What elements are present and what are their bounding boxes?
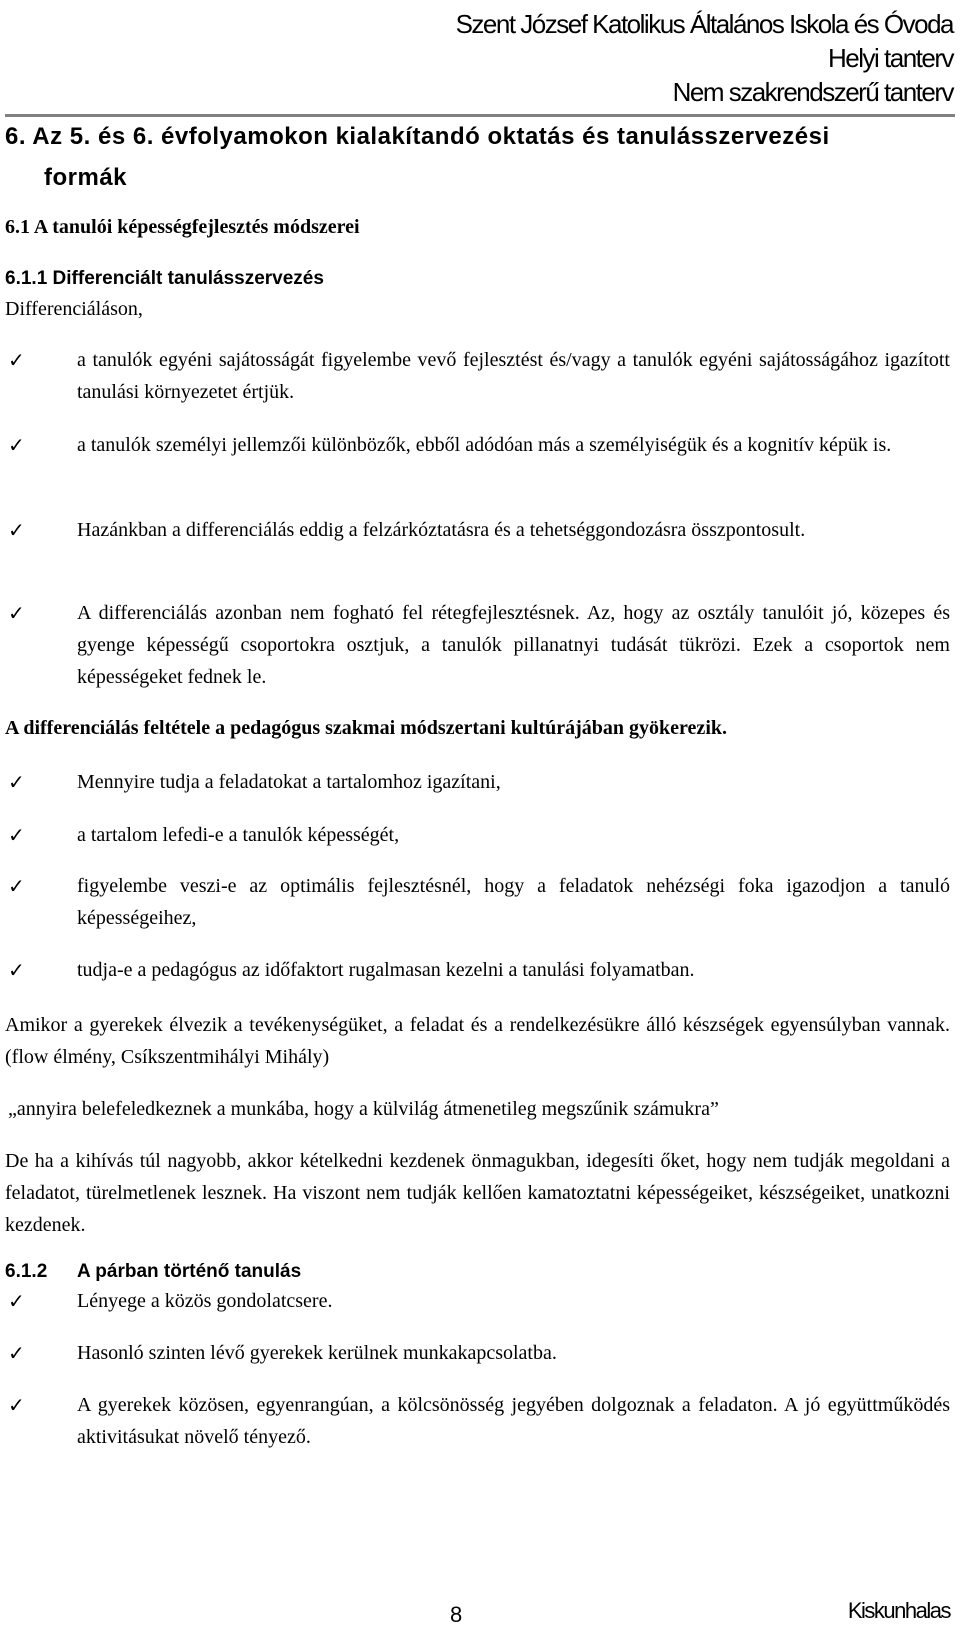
checkmark-icon: ✓ <box>8 958 25 982</box>
checkmark-icon: ✓ <box>8 433 25 457</box>
list-item <box>4 1389 950 1453</box>
list-item-text: Lényege a közös gondolatcsere. <box>77 1290 333 1312</box>
checkmark-icon: ✓ <box>8 518 25 542</box>
list-item <box>4 514 950 546</box>
checkmark-icon: ✓ <box>8 1393 25 1417</box>
list-item-text: a tanulók egyéni sajátosságát figyelembe vevő fejlesztést és/vagy a tanulók egyéni sajátosságához igazított tanulási környezetet értjük. <box>77 349 950 403</box>
page-number: 8 <box>450 1602 463 1627</box>
list-item-text: Mennyire tudja a feladatokat a tartalomhoz igazítani, <box>77 771 501 793</box>
intro-text: Differenciáláson, <box>5 298 143 320</box>
section-6-1-2-title: A párban történő tanulás <box>77 1261 302 1282</box>
list-item <box>4 819 950 851</box>
quote: „annyira belefeledkeznek a munkába, hogy a külvilág átmenetileg megszűnik számukra” <box>8 1098 719 1120</box>
checkmark-icon: ✓ <box>8 348 25 372</box>
list-item <box>4 597 950 693</box>
list-item <box>4 1285 950 1317</box>
bold-statement: A differenciálás feltétele a pedagógus szakmai módszertani kultúrájában gyökerezik. <box>5 717 727 739</box>
challenge-paragraph: De ha a kihívás túl nagyobb, akkor kételkedni kezdenek önmagukban, idegesíti őket, hogy nem tudják megoldani a feladatot, türelmetlenek lesznek. Ha viszont nem tudják kellően kamatoztatni képességeiket, készségeiket, unatkozni kezdenek. <box>5 1150 950 1236</box>
checkmark-icon: ✓ <box>8 770 25 794</box>
list-item-text: Hasonló szinten lévő gyerekek kerülnek munkakapcsolatba. <box>77 1342 557 1364</box>
section-6-1-2-number: 6.1.2 <box>5 1261 48 1282</box>
checkmark-icon: ✓ <box>8 823 25 847</box>
section-6-1-1-heading: 6.1.1 Differenciált tanulásszervezés <box>5 268 324 289</box>
header-document-subtitle: Nem szakrendszerű tanterv <box>672 77 953 107</box>
list-item <box>4 954 950 986</box>
checkmark-icon: ✓ <box>8 1289 25 1313</box>
checkmark-icon: ✓ <box>8 1341 25 1365</box>
header-school-name: Szent József Katolikus Általános Iskola és Óvoda <box>455 9 953 39</box>
list-item-text: tudja-e a pedagógus az időfaktort rugalmasan kezelni a tanulási folyamatban. <box>77 959 695 981</box>
list-item-text: A gyerekek közösen, egyenrangúan, a kölcsönösség jegyében dolgoznak a feladaton. A jó együttműködés aktivitásukat növelő tényező. <box>77 1394 950 1448</box>
list-item-text: a tartalom lefedi-e a tanulók képességét, <box>77 824 400 846</box>
checkmark-icon: ✓ <box>8 601 25 625</box>
flow-paragraph: Amikor a gyerekek élvezik a tevékenységüket, a feladat és a rendelkezésükre álló készségek egyensúlyban vannak. (flow élmény, Csíkszentmihályi Mihály) <box>5 1014 950 1068</box>
section-6-heading-line1: 6. Az 5. és 6. évfolyamokon kialakítandó oktatás és tanulásszervezési <box>5 123 830 150</box>
checkmark-icon: ✓ <box>8 874 25 898</box>
list-item <box>4 870 950 934</box>
list-item-text: A differenciálás azonban nem fogható fel rétegfejlesztésnek. Az, hogy az osztály tanulóit jó, közepes és gyenge képességű csoportokra osztjuk, a tanulók pillanatnyi tudását tükrözi. Ezek a csoportok nem képességeket fednek le. <box>77 602 950 688</box>
section-6-heading-line2: formák <box>44 164 128 191</box>
list-item <box>4 429 950 461</box>
list-item <box>4 1337 950 1369</box>
list-item-text: Hazánkban a differenciálás eddig a felzárkóztatásra és a tehetséggondozásra összpontosult. <box>77 519 806 541</box>
footer-location: Kiskunhalas <box>847 1598 950 1623</box>
list-item-text: figyelembe veszi-e az optimális fejlesztésnél, hogy a feladatok nehézségi foka igazodjon a tanuló képességeihez, <box>77 875 950 929</box>
section-6-1-heading: 6.1 A tanulói képességfejlesztés módszerei <box>5 216 360 238</box>
list-item-text: a tanulók személyi jellemzői különbözők, ebből adódóan más a személyiségük és a kognitív képük is. <box>77 434 892 456</box>
list-item <box>4 766 950 798</box>
header-document-title: Helyi tanterv <box>828 43 953 73</box>
list-item <box>4 344 950 408</box>
